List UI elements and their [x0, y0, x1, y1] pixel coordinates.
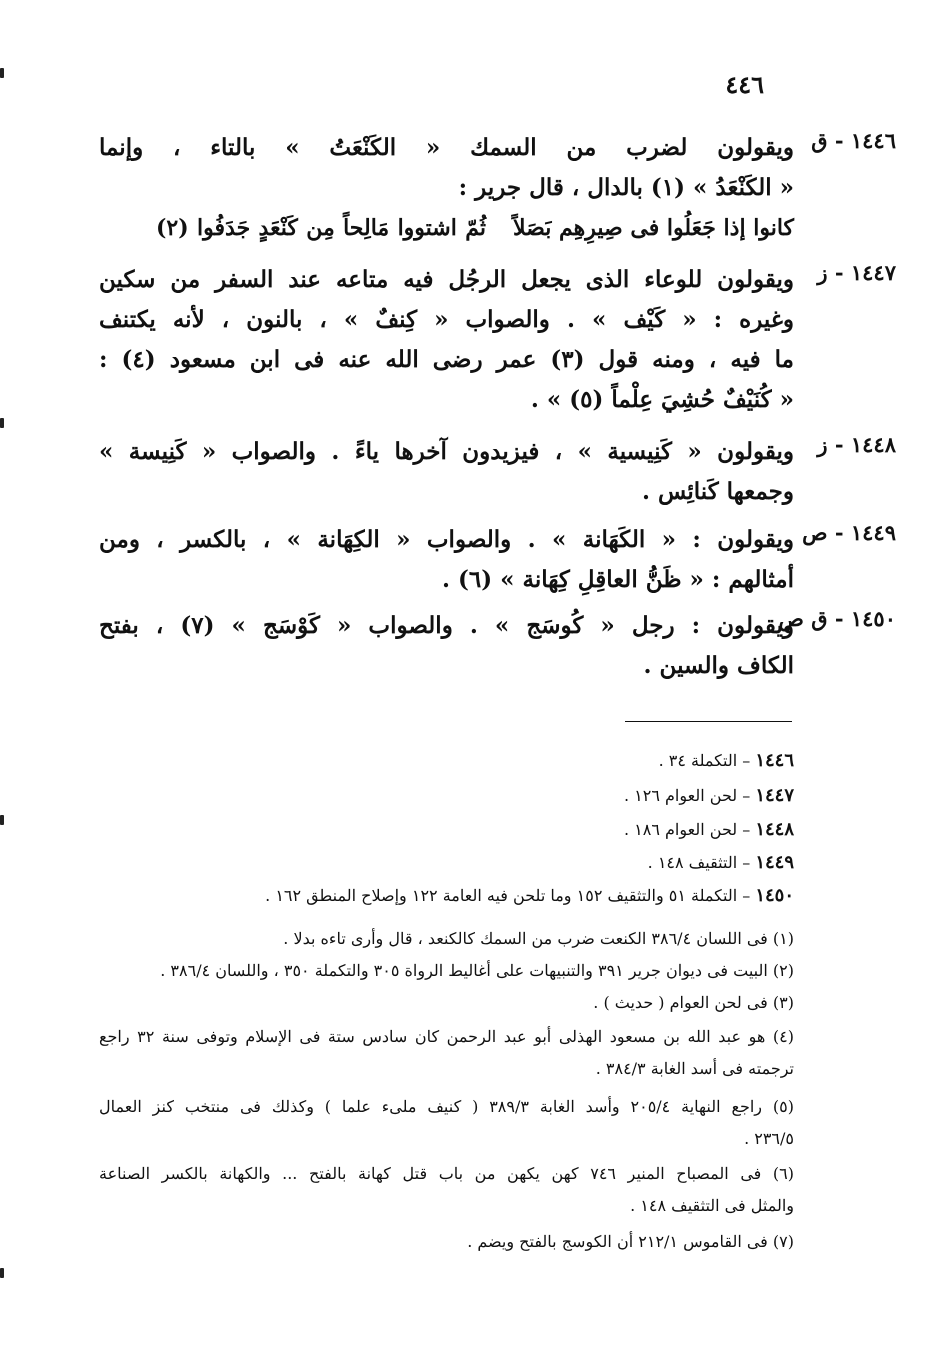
footnote-line: ٢٣٦/٥ .	[744, 1129, 794, 1148]
footnote-7	[99, 1226, 794, 1258]
source-text: – التثقيف ١٤٨ .	[647, 853, 751, 872]
entry-number: ١٤٤٧ - ز	[817, 260, 896, 285]
verse-first-hemistich: كانوا إذا جَعَلُوا فى صِيرِهِم بَصَلاً	[513, 215, 794, 241]
poetry-verse	[99, 208, 794, 248]
entry-line: ويقولون : رجل « كُوسَج » . والصواب « كَوْسَج » (٧) ، بفتح	[99, 612, 794, 639]
footnote-line: (٢) البيت فى ديوان جرير ٣٩١ والتنبيهات على أغاليط الرواة ٣٠٥ والتكملة ٣٥٠ ، واللسان ٣٨٦/٤ .	[160, 961, 794, 980]
footnote-2	[99, 955, 794, 987]
source-line	[265, 885, 794, 907]
footnote-line: (٧) فى القاموس ٢١٢/١ أن الكوسج بالفتح ويضم .	[467, 1232, 794, 1251]
scan-edge-mark	[0, 1268, 4, 1278]
source-number: ١٤٤٩	[755, 852, 794, 873]
source-line	[624, 819, 794, 841]
source-text: – لحن العوام ١٨٦ .	[623, 820, 751, 839]
entry-number: ١٤٤٨ - ز	[817, 432, 896, 457]
footnote-1	[99, 923, 794, 955]
entry-1449	[99, 520, 896, 600]
entry-line: ويقولون : « الكَهَانة » . والصواب « الكِهَانة » ، بالكسر ، ومن	[99, 526, 794, 553]
entry-line: وجمعها كَنائِس .	[642, 478, 794, 505]
entry-line: الكاف والسين .	[643, 652, 794, 679]
footnote-line: ترجمته فى أسد الغابة ٣٨٤/٣ .	[595, 1059, 794, 1078]
source-line	[659, 750, 794, 772]
entry-line: ويقولون « كَنِيسية » ، فيزيدون آخرها ياءً . والصواب « كَنِيسة »	[99, 438, 794, 465]
footnote-line: (٥) راجع النهاية ٢٠٥/٤ وأسد الغابة ٣٨٩/٣ ( كنيف ملىء علما ) وكذلك فى منتخب كنز العمال	[99, 1097, 794, 1116]
entry-line: ما فيه ، ومنه قول (٣) عمر رضى الله عنه فى ابن مسعود (٤) :	[99, 346, 794, 373]
source-text: – التكملة ٣٤ .	[658, 751, 751, 770]
footnote-5	[99, 1091, 794, 1155]
footnote-separator	[625, 721, 792, 722]
source-line	[648, 852, 794, 874]
scan-edge-mark	[0, 418, 4, 428]
footnote-6	[99, 1158, 794, 1222]
footnote-3	[99, 987, 794, 1019]
footnote-line: (٤) هو عبد الله بن مسعود الهذلى أبو عبد الرحمن كان سادس ستة فى الإسلام وتوفى سنة ٣٢ راجع	[99, 1027, 794, 1046]
entry-line: « كُنَيْفٌ حُشِيَ عِلْماً (٥) » .	[530, 386, 794, 413]
entry-1448	[99, 432, 896, 512]
source-number: ١٤٤٦	[755, 750, 794, 771]
entry-1446	[99, 128, 896, 248]
source-number: ١٤٤٨	[755, 819, 794, 840]
footnote-4	[99, 1021, 794, 1085]
entry-number: ١٤٥٠ - ق ص	[778, 606, 896, 631]
scan-edge-mark	[0, 815, 4, 825]
entry-number: ١٤٤٦ - ق	[811, 128, 896, 153]
entry-number: ١٤٤٩ - ص	[802, 520, 896, 545]
footnote-line: (٣) فى لحن العوام ( حديث ) .	[593, 993, 794, 1012]
source-text: – لحن العوام ١٢٦ .	[623, 786, 751, 805]
source-line	[624, 785, 794, 807]
scan-edge-mark	[0, 68, 4, 78]
entry-line: أمثالهم : « ظَنُّ العاقِلِ كِهَانة » (٦) .	[441, 566, 794, 593]
entry-1450	[99, 606, 896, 686]
verse-second-hemistich: ثُمّ اشتووا مَالِحاً مِن كَنْعَدٍ جَدَفُوا (٢)	[156, 215, 486, 241]
entry-line: ويقولون لضرب من السمك « الكَنْعَتُ » بالتاء ، وإنما	[99, 134, 794, 161]
page-number: ٤٤٦	[725, 70, 764, 99]
source-text: – التكملة ٥١ والتثقيف ١٥٢ وما تلحن فيه العامة ١٢٢ وإصلاح المنطق ١٦٢ .	[265, 886, 751, 905]
footnote-line: والمثل فى التثقيف ١٤٨ .	[630, 1196, 794, 1215]
entry-line: ويقولون للوعاء الذى يجعل الرجُل فيه متاعه عند السفر من سكين	[99, 266, 794, 293]
entry-1447	[99, 260, 896, 420]
source-number: ١٤٥٠	[755, 885, 794, 906]
entry-line: وغيره : « كَيْف » . والصواب « كِنفٌ » ، بالنون ، لأنه يكتنف	[99, 306, 794, 333]
footnote-line: (٦) فى المصباح المنير ٧٤٦ كهن يكهن من باب قتل كهانة بالفتح ... والكهانة بالكسر الصناعة	[99, 1164, 794, 1183]
entry-line: « الكَنْعَدُ » (١) بالدال ، قال جرير :	[458, 174, 794, 201]
source-number: ١٤٤٧	[755, 785, 794, 806]
footnote-line: (١) فى اللسان ٣٨٦/٤ الكنعت ضرب من السمك كالكنعد ، قال وأرى تاءه بدلا .	[283, 929, 794, 948]
